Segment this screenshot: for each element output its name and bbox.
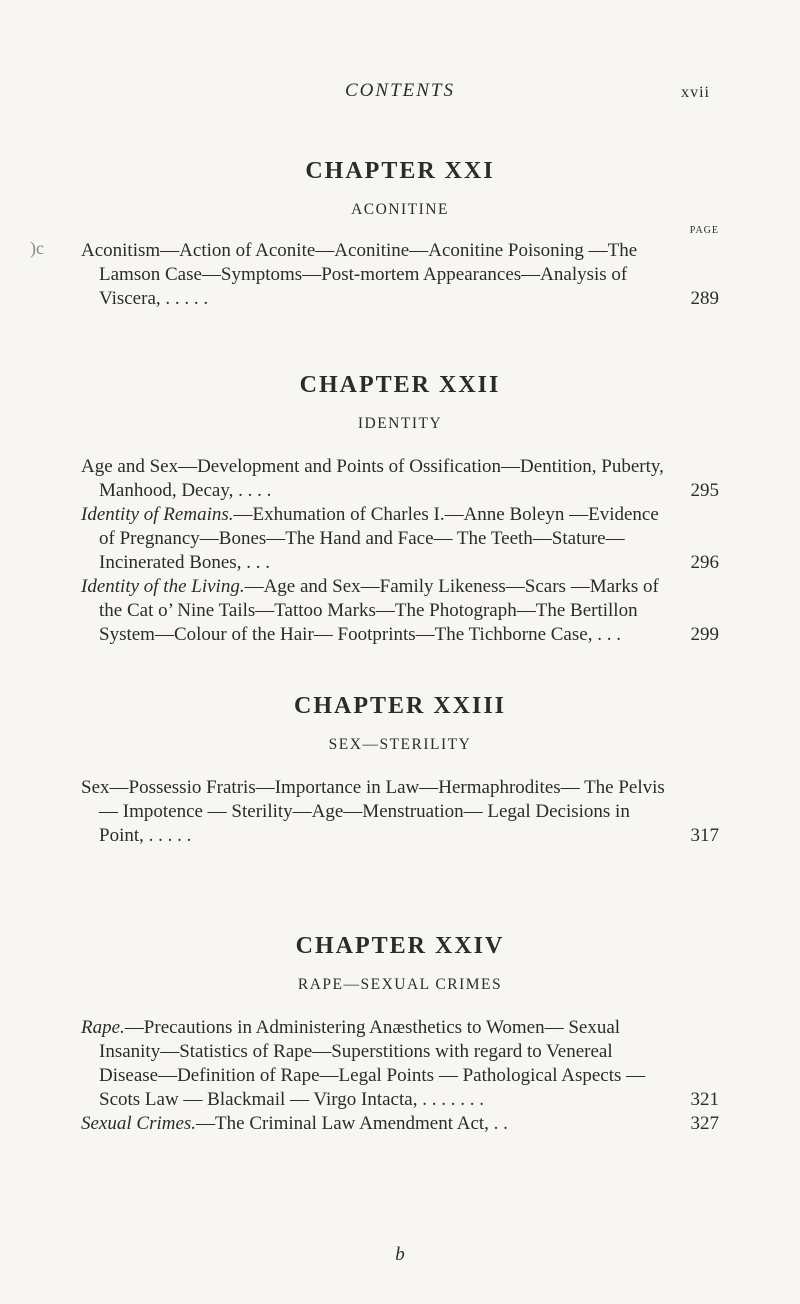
chapter-heading: CHAPTER XXI	[305, 158, 495, 184]
toc-entry-body: Aconitism—Action of Aconite—Aconitine—Aconitine Poisoning —The Lamson Case—Symptoms—Post-mortem Appearances—Analysis of Viscera, . . . . .	[81, 240, 638, 309]
toc-entry-italic: Identity of the Living.	[81, 576, 245, 597]
toc-entry-text	[81, 455, 669, 503]
toc-entry	[81, 1112, 719, 1136]
chapter-subject: RAPE—SEXUAL CRIMES	[297, 976, 503, 993]
toc-entry-body: Sex—Possessio Fratris—Importance in Law—Hermaphrodites— The Pelvis — Impotence — Sterility—Age—Menstruation— Legal Decisions in Point, . . . . .	[81, 777, 665, 846]
toc-entry-text	[81, 776, 669, 848]
toc-entry-page: 299	[690, 624, 719, 645]
running-head-page-number: xvii	[681, 84, 710, 101]
toc-entry-text	[81, 1016, 669, 1112]
chapter-xxi	[81, 158, 719, 311]
toc-entry-page: 295	[690, 480, 719, 501]
toc-entry-page: 289	[690, 288, 719, 309]
toc-entry-body: —Precautions in Administering Anæsthetics to Women— Sexual Insanity—Statistics of Rape—Superstitions with regard to Venereal Disease—Definition of Rape—Legal Points — Pathological Aspects — Scots Law — Blackmail — Virgo Intacta, . . . . . . .	[99, 1017, 646, 1110]
chapter-xxiii	[81, 693, 719, 848]
running-head-title: CONTENTS	[345, 80, 455, 101]
margin-mark: )c	[30, 238, 44, 258]
chapter-heading: CHAPTER XXIV	[295, 933, 505, 959]
toc-entry-text	[81, 1112, 669, 1136]
toc-entry	[81, 776, 719, 848]
toc-entry	[81, 455, 719, 503]
toc-entry-text	[81, 239, 669, 311]
toc-entry-page: 327	[690, 1113, 719, 1134]
running-head	[0, 72, 800, 112]
chapter-heading: CHAPTER XXII	[299, 372, 501, 398]
toc-entry-body: Age and Sex—Development and Points of Ossification—Dentition, Puberty, Manhood, Decay, . . . .	[81, 456, 664, 501]
chapter-xxiv	[81, 933, 719, 1136]
page-column-label: PAGE	[689, 225, 719, 236]
toc-entry-italic: Sexual Crimes.	[81, 1113, 197, 1134]
toc-entry	[81, 503, 719, 575]
toc-entry-page: 321	[690, 1089, 719, 1110]
toc-entry-italic: Identity of Remains.	[81, 504, 234, 525]
chapter-subject: SEX—STERILITY	[328, 736, 472, 753]
signature-mark: b	[395, 1244, 405, 1265]
toc-entry	[81, 1016, 719, 1112]
chapter-subject: IDENTITY	[357, 415, 443, 432]
toc-entry-page: 296	[690, 552, 719, 573]
toc-entry-body: —Exhumation of Charles I.—Anne Boleyn —Evidence of Pregnancy—Bones—The Hand and Face— The Teeth—Stature—Incinerated Bones, . . .	[99, 504, 659, 573]
toc-entry	[81, 575, 719, 647]
chapter-subject: ACONITINE	[351, 201, 449, 218]
toc-entry-page: 317	[690, 825, 719, 846]
toc-entry-body: —Age and Sex—Family Likeness—Scars —Marks of the Cat o’ Nine Tails—Tattoo Marks—The Photograph—The Bertillon System—Colour of the Hair— Footprints—The Tichborne Case, . . .	[99, 576, 659, 645]
chapter-heading: CHAPTER XXIII	[293, 693, 507, 719]
chapter-xxii	[81, 372, 719, 647]
toc-entry	[81, 239, 719, 311]
toc-entry-body: —The Criminal Law Amendment Act, . .	[196, 1113, 508, 1134]
toc-entry-italic: Rape.	[81, 1017, 125, 1038]
toc-entry-text	[81, 503, 669, 575]
toc-entry-text	[81, 575, 669, 647]
